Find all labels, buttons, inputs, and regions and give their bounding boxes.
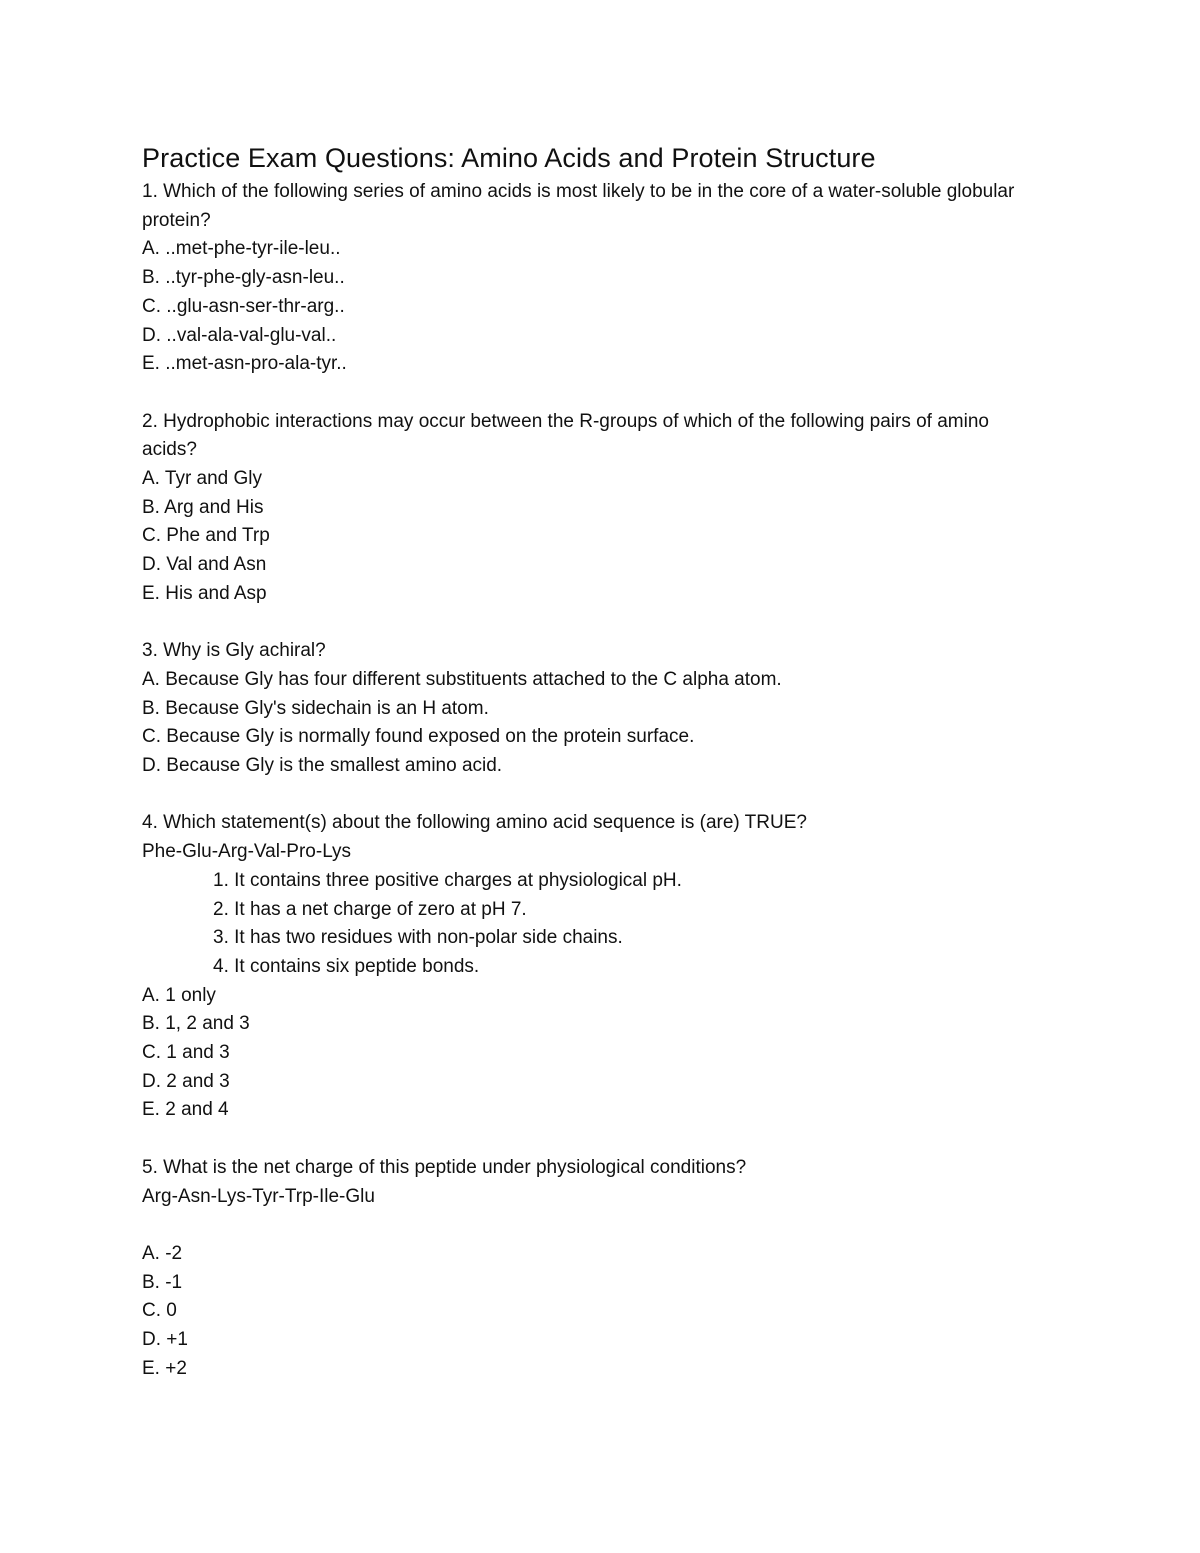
question-1-option-e: E. ..met-asn-pro-ala-tyr.. (142, 353, 347, 375)
question-2-option-d: D. Val and Asn (142, 554, 267, 576)
question-5-stem: 5. What is the net charge of this peptide under physiological conditions? (142, 1156, 747, 1178)
question-1-option-d: D. ..val-ala-val-glu-val.. (142, 324, 337, 346)
question-3-option-a: A. Because Gly has four different substituents attached to the C alpha atom. (142, 668, 782, 690)
question-4 (142, 809, 1042, 1125)
question-4-statement-4: 4. It contains six peptide bonds. (213, 955, 480, 977)
question-4-statement-1: 1. It contains three positive charges at physiological pH. (213, 869, 682, 891)
document-title: Practice Exam Questions: Amino Acids and Protein Structure (142, 143, 876, 173)
question-5 (142, 1154, 1042, 1384)
question-4-option-a: A. 1 only (142, 984, 216, 1006)
question-4-option-b: B. 1, 2 and 3 (142, 1013, 250, 1035)
question-1-stem: 1. Which of the following series of amino acids is most likely to be in the core of a water-soluble globular protein? (142, 181, 1015, 231)
question-2-option-b: B. Arg and His (142, 496, 264, 518)
question-4-option-d: D. 2 and 3 (142, 1070, 230, 1092)
spacer (142, 781, 1042, 810)
question-2-option-c: C. Phe and Trp (142, 525, 270, 547)
question-4-stem: 4. Which statement(s) about the following amino acid sequence is (are) TRUE? (142, 812, 807, 834)
spacer (142, 379, 1042, 408)
question-2-option-e: E. His and Asp (142, 582, 267, 604)
question-5-option-b: B. -1 (142, 1271, 183, 1293)
spacer (142, 1125, 1042, 1154)
question-3 (142, 637, 1042, 781)
question-4-sequence: Phe-Glu-Arg-Val-Pro-Lys (142, 841, 352, 863)
question-5-option-c: C. 0 (142, 1300, 177, 1322)
question-4-option-c: C. 1 and 3 (142, 1042, 230, 1064)
question-5-sequence: Arg-Asn-Lys-Tyr-Trp-Ile-Glu (142, 1185, 375, 1207)
spacer (142, 1211, 1042, 1240)
question-3-option-b: B. Because Gly's sidechain is an H atom. (142, 697, 489, 719)
question-3-stem: 3. Why is Gly achiral? (142, 640, 326, 662)
question-3-option-c: C. Because Gly is normally found exposed on the protein surface. (142, 726, 695, 748)
question-5-option-d: D. +1 (142, 1329, 188, 1351)
question-4-option-e: E. 2 and 4 (142, 1099, 229, 1121)
question-1-option-c: C. ..glu-asn-ser-thr-arg.. (142, 295, 345, 317)
question-4-statement-3: 3. It has two residues with non-polar side chains. (213, 927, 623, 949)
question-2-stem: 2. Hydrophobic interactions may occur between the R-groups of which of the following pairs of amino acids? (142, 410, 989, 461)
question-1 (142, 178, 1042, 379)
question-3-option-d: D. Because Gly is the smallest amino acid. (142, 755, 503, 777)
spacer (142, 609, 1042, 638)
question-5-option-e: E. +2 (142, 1357, 187, 1379)
question-1-option-b: B. ..tyr-phe-gly-asn-leu.. (142, 267, 345, 289)
question-2-option-a: A. Tyr and Gly (142, 468, 263, 490)
exam-document (142, 138, 1042, 1383)
question-1-option-a: A. ..met-phe-tyr-ile-leu.. (142, 238, 341, 260)
question-4-statement-2: 2. It has a net charge of zero at pH 7. (213, 898, 527, 920)
question-2 (142, 408, 1042, 609)
question-5-option-a: A. -2 (142, 1242, 183, 1264)
